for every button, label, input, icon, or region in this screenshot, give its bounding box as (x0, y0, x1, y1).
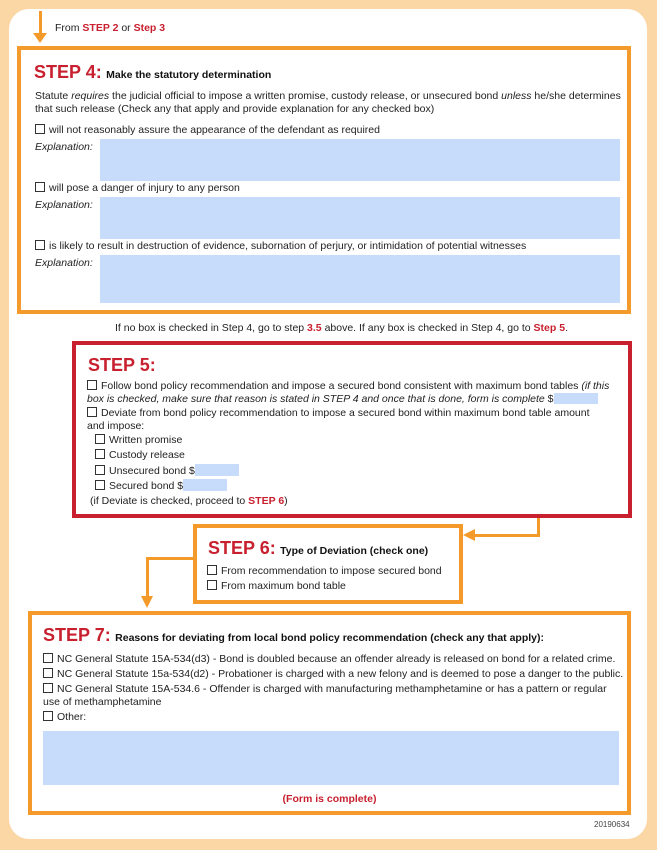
step7-other-checkbox[interactable] (43, 711, 53, 721)
step4-option2-checkbox[interactable] (35, 182, 45, 192)
step6-title: STEP 6: (208, 538, 276, 558)
step7-option2-checkbox[interactable] (43, 668, 53, 678)
step6-option2-checkbox[interactable] (207, 580, 217, 590)
step4-statute-text: Statute requires the judicial official to impose a written promise, custody release, or unsecured bond unless he/she determines that such release (Check any that apply and provide explanation for any checked box) (35, 90, 621, 115)
step5-sub-custody: Custody release (95, 449, 185, 462)
step4-explanation2-field[interactable] (100, 197, 620, 239)
step6-section (193, 524, 463, 604)
step6-subtitle: Type of Deviation (check one) (280, 545, 429, 557)
step5-deviate-checkbox[interactable] (87, 407, 97, 417)
step4-option1 (35, 124, 380, 136)
step5-unsecured-checkbox[interactable] (95, 465, 105, 475)
step4-option1-checkbox[interactable] (35, 124, 45, 134)
top-arrow-head (33, 33, 47, 43)
step4-option1-label: will not reasonably assure the appearance of the defendant as required (49, 124, 380, 136)
step4-option3-label: is likely to result in destruction of evidence, subornation of perjury, or intimidation of potential witnesses (49, 240, 527, 252)
step4-explanation3-field[interactable] (100, 255, 620, 303)
step5-unsecured-amount-field[interactable] (195, 464, 239, 476)
step6-option1-checkbox[interactable] (207, 565, 217, 575)
step5-title: STEP 5: (88, 355, 156, 375)
step5-deviate-option: Deviate from bond policy recommendation to impose a secured bond within maximum bond table amount and impose: (87, 407, 590, 432)
step5-secured-amount-field[interactable] (183, 479, 227, 491)
step7-option1: NC General Statute 15A-534(d3) - Bond is doubled because an offender already is released on bond for a related crime. (43, 653, 615, 666)
step5-section (72, 341, 632, 518)
from-step3-link: Step 3 (133, 22, 166, 34)
step4-explanation3-label: Explanation: (35, 257, 93, 269)
from-step2-link: STEP 2 (82, 22, 119, 34)
step5-written-checkbox[interactable] (95, 434, 105, 444)
step7-subtitle: Reasons for deviating from local bond policy recommendation (check any that apply): (115, 632, 544, 644)
step5-follow-amount-field[interactable] (554, 393, 598, 404)
step7-option3: NC General Statute 15A-534.6 - Offender is charged with manufacturing methamphetamine or has a pattern or regular use of methamphetamine (43, 683, 607, 708)
step5-sub-secured: Secured bond $ (95, 479, 227, 493)
step4-option2 (35, 182, 240, 194)
top-arrow-line (39, 11, 42, 35)
step4-explanation1-field[interactable] (100, 139, 620, 181)
step4-subtitle: Make the statutory determination (106, 69, 272, 81)
step5-follow-option: Follow bond policy recommendation and impose a secured bond consistent with maximum bond tables (if this box is checked, make sure that reason is stated in STEP 4 and once that is done, form is complete $ (87, 380, 610, 405)
from-step-text (55, 22, 165, 35)
step7-option4: Other: (43, 711, 86, 724)
step5-secured-checkbox[interactable] (95, 480, 105, 490)
step7-option1-checkbox[interactable] (43, 653, 53, 663)
step6-to-step7-arrow-head (141, 596, 153, 608)
step6-to-step7-arrow-line-h (146, 557, 194, 560)
step6-to-step7-arrow-line-v (146, 557, 149, 598)
step4-option3 (35, 240, 526, 252)
step5-sub-written: Written promise (95, 434, 182, 447)
step4-explanation2-label: Explanation: (35, 199, 93, 211)
step4-option3-checkbox[interactable] (35, 240, 45, 250)
step7-title: STEP 7: (43, 625, 111, 645)
step5-to-step6-arrow-head (463, 529, 475, 541)
step5-to-step6-arrow-line-h (475, 534, 540, 537)
step4-explanation1-label: Explanation: (35, 141, 93, 153)
step7-section (28, 611, 631, 815)
step6-option2: From maximum bond table (207, 580, 346, 593)
step5-follow-checkbox[interactable] (87, 380, 97, 390)
step5-if-deviate-note: (if Deviate is checked, proceed to STEP 6) (90, 495, 288, 507)
form-code: 20190634 (594, 820, 630, 829)
step7-other-field[interactable] (43, 731, 619, 785)
step7-option3-checkbox[interactable] (43, 683, 53, 693)
step4-routing-note: If no box is checked in Step 4, go to step 3.5 above. If any box is checked in Step 4, go to Step 5. (115, 322, 568, 334)
step5-sub-unsecured: Unsecured bond $ (95, 464, 239, 478)
from-prefix: From (55, 22, 83, 34)
step4-title: STEP 4: (34, 62, 102, 82)
step4-option2-label: will pose a danger of injury to any person (49, 182, 240, 194)
step4-section (17, 46, 631, 314)
step5-custody-checkbox[interactable] (95, 449, 105, 459)
step7-form-complete: (Form is complete) (282, 793, 377, 805)
step6-option1: From recommendation to impose secured bond (207, 565, 442, 578)
step7-option2: NC General Statute 15a-534(d2) - Probationer is charged with a new felony and is deemed to pose a danger to the public. (43, 668, 623, 681)
from-or: or (118, 22, 134, 34)
